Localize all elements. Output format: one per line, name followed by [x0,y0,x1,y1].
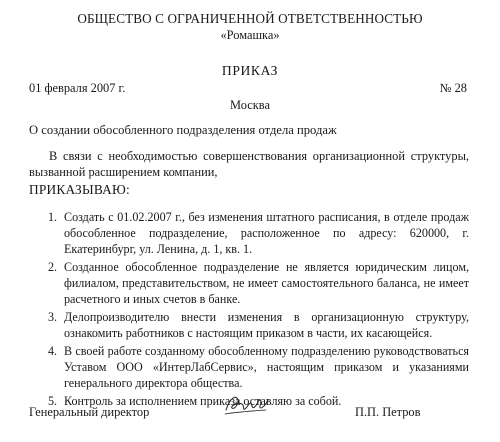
order-item [48,209,469,257]
signatory-name: П.П. Петров [355,405,421,419]
orders-heading: ПРИКАЗЫВАЮ: [29,182,130,197]
document-subject: О создании обособленного подразделения отдела продаж [29,123,337,137]
order-item-text: Созданное обособленное подразделение не является юридическим лицом, филиалом, представительством, не имеет самостоятельного баланса, не имеет расчетного и иных счетов в банке. [64,260,469,306]
handwritten-signature [222,388,274,420]
order-items [48,209,469,411]
document-date: 01 февраля 2007 г. [29,81,126,95]
document-number: № 28 [439,81,467,95]
order-item-number: 1. [48,210,58,224]
order-item-number: 2. [48,260,58,274]
document-city: Москва [230,98,270,112]
order-item-number: 3. [48,310,58,324]
organization-title: ОБЩЕСТВО С ОГРАНИЧЕННОЙ ОТВЕТСТВЕННОСТЬЮ [77,11,423,26]
organization-name: «Ромашка» [220,28,280,42]
order-item-number: 4. [48,344,58,358]
order-item-text: В своей работе созданному обособленному подразделению руководствоваться Уставом ООО «ИнтерЛабСервис», настоящим приказом и указаниями генерального директора общества. [64,344,469,390]
order-item-text: Контроль за исполнением приказа оставляю за собой. [64,394,342,408]
document-type: ПРИКАЗ [221,63,279,78]
signatory-title: Генеральный директор [29,405,150,419]
order-item-text: Делопроизводителю внести изменения в организационную структуру, ознакомить работников с настоящим приказом в части, их касающейся. [64,310,469,340]
preamble: В связи с необходимостью совершенствования организационной структуры, вызванной расширением компании, [29,149,469,179]
order-item [48,259,469,307]
order-item [48,309,469,341]
order-item-text: Создать с 01.02.2007 г., без изменения штатного расписания, в отделе продаж обособленное подразделение, расположенное по адресу: 620000, г. Екатеринбург, ул. Ленина, д. 1, кв. 1. [64,210,469,256]
order-item-number: 5. [48,394,58,408]
order-item [48,343,469,391]
